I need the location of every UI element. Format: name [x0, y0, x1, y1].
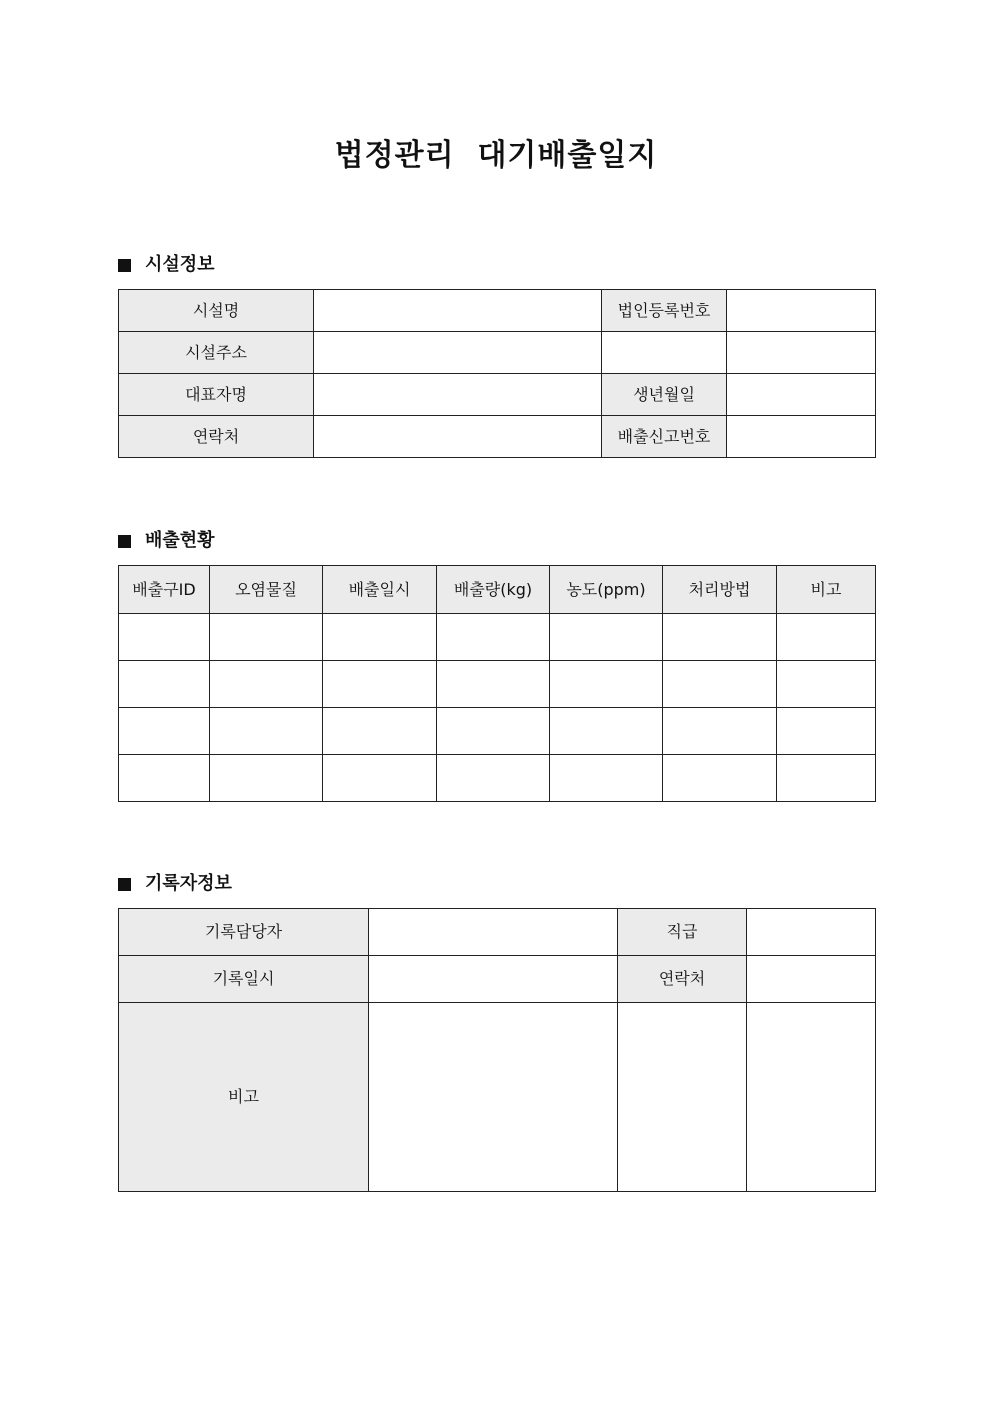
facility-address-extra-field-2[interactable]	[727, 332, 876, 374]
column-header-outlet-id: 배출구ID	[119, 566, 210, 614]
table-row	[119, 332, 876, 374]
facility-heading-text: 시설정보	[145, 254, 215, 275]
column-header-concentration: 농도(ppm)	[550, 566, 663, 614]
table-cell[interactable]	[437, 755, 550, 802]
remarks-field[interactable]	[369, 1003, 618, 1192]
emission-report-number-label: 배출신고번호	[602, 416, 727, 458]
table-row	[119, 416, 876, 458]
table-cell[interactable]	[323, 614, 437, 661]
remarks-extra-field-2[interactable]	[747, 1003, 876, 1192]
table-cell[interactable]	[550, 614, 663, 661]
table-cell[interactable]	[663, 614, 777, 661]
table-cell[interactable]	[437, 708, 550, 755]
facility-address-field[interactable]	[314, 332, 602, 374]
remarks-label: 비고	[119, 1003, 369, 1192]
recorder-heading-text: 기록자정보	[145, 873, 232, 894]
representative-name-field[interactable]	[314, 374, 602, 416]
table-cell[interactable]	[119, 661, 210, 708]
record-datetime-field[interactable]	[369, 956, 618, 1003]
remarks-extra-field[interactable]	[618, 1003, 747, 1192]
contact-label: 연락처	[119, 416, 314, 458]
table-cell[interactable]	[119, 755, 210, 802]
table-row	[119, 909, 876, 956]
table-cell[interactable]	[119, 614, 210, 661]
emission-section-heading	[118, 528, 215, 554]
table-cell[interactable]	[210, 614, 323, 661]
corporate-registration-number-field[interactable]	[727, 290, 876, 332]
table-cell[interactable]	[777, 708, 876, 755]
recorder-contact-label: 연락처	[618, 956, 747, 1003]
table-cell[interactable]	[550, 755, 663, 802]
table-cell[interactable]	[323, 708, 437, 755]
column-header-emission-datetime: 배출일시	[323, 566, 437, 614]
contact-field[interactable]	[314, 416, 602, 458]
table-cell[interactable]	[777, 614, 876, 661]
table-cell[interactable]	[437, 661, 550, 708]
table-row	[119, 290, 876, 332]
column-header-pollutant: 오염물질	[210, 566, 323, 614]
table-cell[interactable]	[210, 661, 323, 708]
recorder-in-charge-label: 기록담당자	[119, 909, 369, 956]
table-cell[interactable]	[323, 755, 437, 802]
facility-section-heading	[118, 252, 215, 278]
column-header-emission-amount: 배출량(kg)	[437, 566, 550, 614]
facility-info-table	[118, 289, 876, 458]
table-row	[119, 956, 876, 1003]
table-cell[interactable]	[663, 661, 777, 708]
square-bullet-icon	[118, 878, 131, 891]
table-row	[119, 661, 876, 708]
square-bullet-icon	[118, 535, 131, 548]
table-row	[119, 614, 876, 661]
column-header-remarks: 비고	[777, 566, 876, 614]
corporate-registration-number-label: 법인등록번호	[602, 290, 727, 332]
position-label: 직급	[618, 909, 747, 956]
table-cell[interactable]	[119, 708, 210, 755]
recorder-section-heading	[118, 871, 232, 897]
document-title: 법정관리 대기배출일지	[334, 138, 658, 173]
table-cell[interactable]	[550, 708, 663, 755]
representative-name-label: 대표자명	[119, 374, 314, 416]
column-header-treatment-method: 처리방법	[663, 566, 777, 614]
table-row	[119, 1003, 876, 1192]
table-cell[interactable]	[323, 661, 437, 708]
table-cell[interactable]	[437, 614, 550, 661]
table-cell[interactable]	[210, 755, 323, 802]
birth-date-label: 생년월일	[602, 374, 727, 416]
recorder-info-table	[118, 908, 876, 1192]
table-row	[119, 755, 876, 802]
facility-address-label: 시설주소	[119, 332, 314, 374]
emission-status-table	[118, 565, 876, 802]
emission-report-number-field[interactable]	[727, 416, 876, 458]
position-field[interactable]	[747, 909, 876, 956]
table-row	[119, 374, 876, 416]
birth-date-field[interactable]	[727, 374, 876, 416]
table-cell[interactable]	[777, 661, 876, 708]
table-row	[119, 708, 876, 755]
recorder-in-charge-field[interactable]	[369, 909, 618, 956]
facility-name-field[interactable]	[314, 290, 602, 332]
emission-heading-text: 배출현황	[145, 530, 215, 551]
table-cell[interactable]	[777, 755, 876, 802]
facility-address-extra-field[interactable]	[602, 332, 727, 374]
table-cell[interactable]	[210, 708, 323, 755]
table-cell[interactable]	[663, 708, 777, 755]
facility-name-label: 시설명	[119, 290, 314, 332]
recorder-contact-field[interactable]	[747, 956, 876, 1003]
table-header-row	[119, 566, 876, 614]
table-cell[interactable]	[663, 755, 777, 802]
square-bullet-icon	[118, 259, 131, 272]
table-cell[interactable]	[550, 661, 663, 708]
record-datetime-label: 기록일시	[119, 956, 369, 1003]
